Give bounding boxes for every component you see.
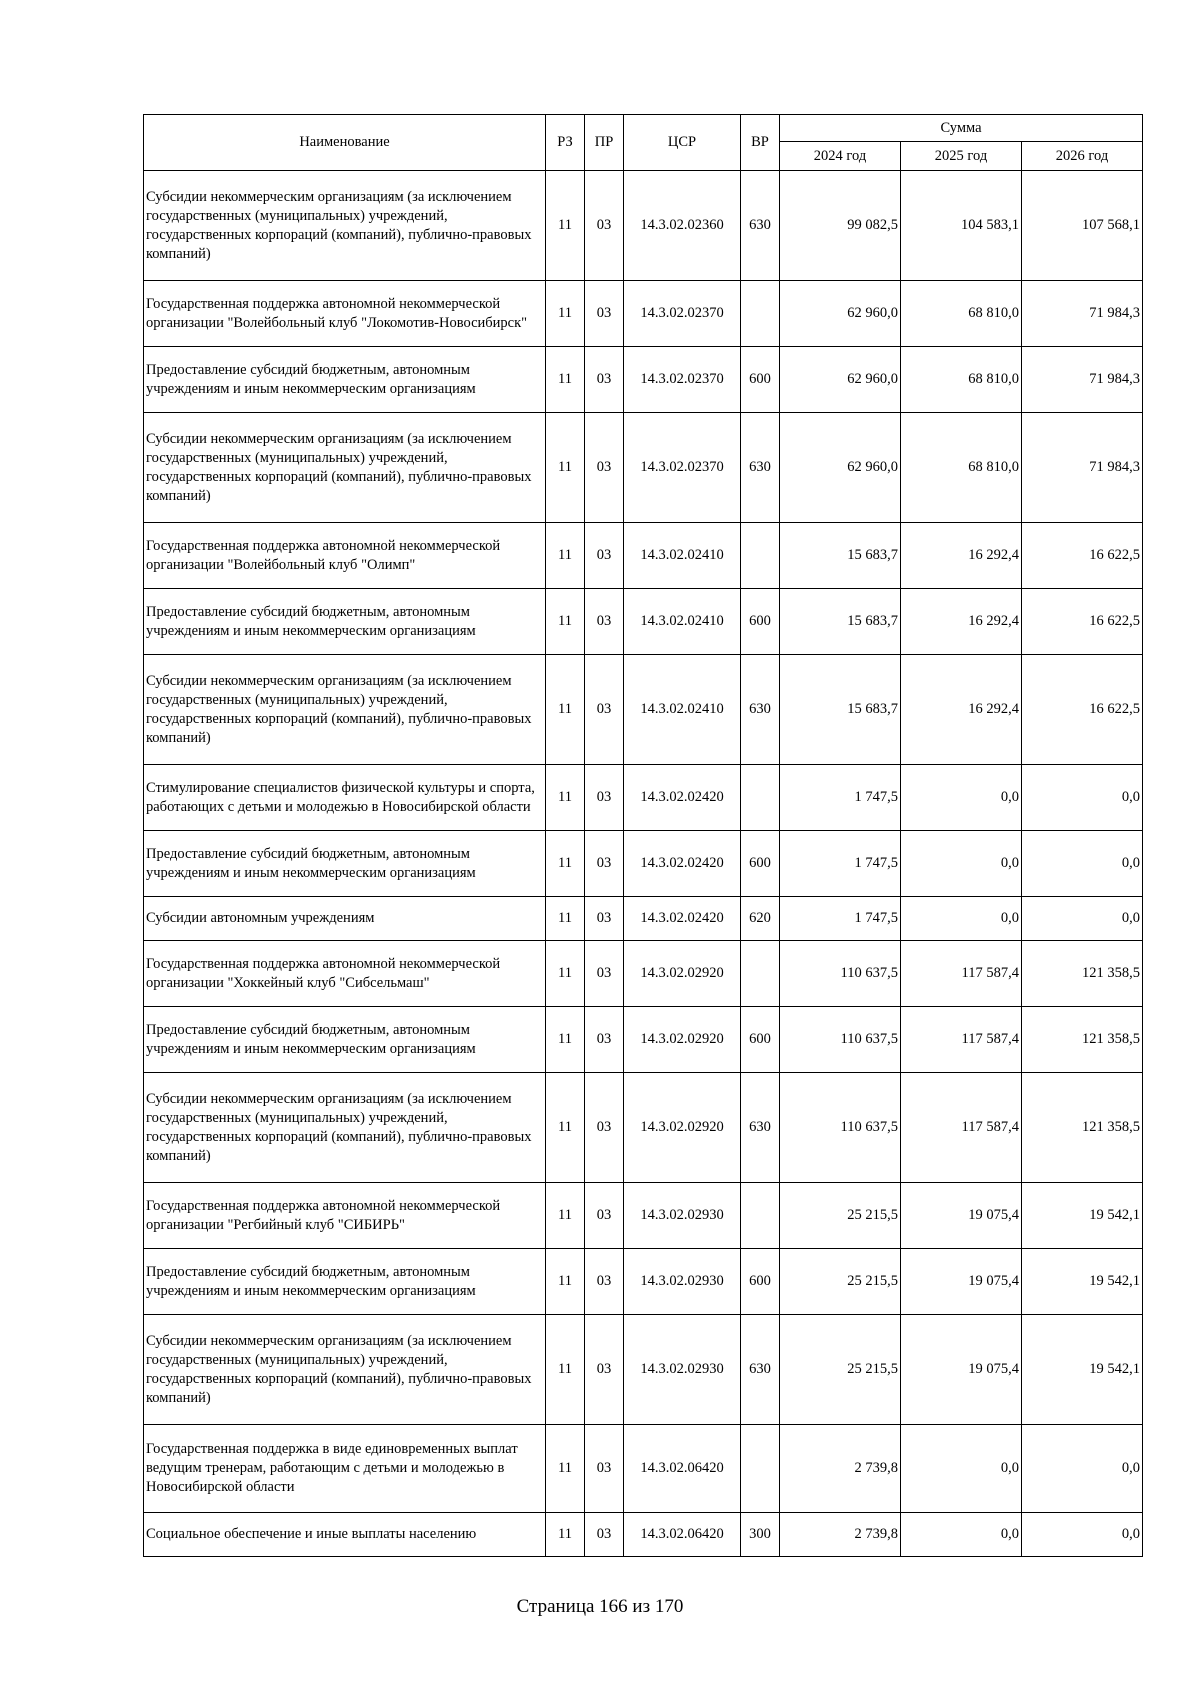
cell-rz: 11 (546, 281, 585, 347)
cell-2025: 0,0 (901, 1425, 1022, 1513)
cell-csr: 14.3.02.02370 (624, 347, 741, 413)
cell-2026: 19 542,1 (1022, 1315, 1143, 1425)
cell-vr: 630 (741, 413, 780, 523)
cell-vr (741, 1183, 780, 1249)
table-row (144, 589, 1143, 655)
cell-rz: 11 (546, 347, 585, 413)
cell-vr: 300 (741, 1513, 780, 1557)
cell-vr (741, 281, 780, 347)
cell-2025: 0,0 (901, 831, 1022, 897)
cell-pr: 03 (585, 1007, 624, 1073)
cell-2025: 68 810,0 (901, 413, 1022, 523)
cell-name: Государственная поддержка автономной некоммерческой организации "Волейбольный клуб "Локомотив-Новосибирск" (144, 281, 546, 347)
cell-2025: 16 292,4 (901, 655, 1022, 765)
cell-rz: 11 (546, 589, 585, 655)
cell-2024: 2 739,8 (780, 1425, 901, 1513)
cell-2024: 110 637,5 (780, 1073, 901, 1183)
cell-pr: 03 (585, 589, 624, 655)
cell-2026: 71 984,3 (1022, 413, 1143, 523)
cell-2026: 0,0 (1022, 831, 1143, 897)
cell-name: Предоставление субсидий бюджетным, автономным учреждениям и иным некоммерческим организациям (144, 347, 546, 413)
cell-vr: 600 (741, 347, 780, 413)
cell-csr: 14.3.02.02370 (624, 413, 741, 523)
cell-2024: 1 747,5 (780, 765, 901, 831)
cell-name: Предоставление субсидий бюджетным, автономным учреждениям и иным некоммерческим организациям (144, 831, 546, 897)
cell-pr: 03 (585, 171, 624, 281)
cell-vr: 600 (741, 1249, 780, 1315)
cell-vr (741, 523, 780, 589)
cell-csr: 14.3.02.02930 (624, 1249, 741, 1315)
cell-2026: 16 622,5 (1022, 589, 1143, 655)
cell-2024: 110 637,5 (780, 1007, 901, 1073)
cell-2025: 117 587,4 (901, 1007, 1022, 1073)
cell-2026: 121 358,5 (1022, 941, 1143, 1007)
cell-csr: 14.3.02.02410 (624, 523, 741, 589)
table-row (144, 1249, 1143, 1315)
cell-name: Стимулирование специалистов физической культуры и спорта, работающих с детьми и молодежью в Новосибирской области (144, 765, 546, 831)
cell-2026: 0,0 (1022, 897, 1143, 941)
cell-rz: 11 (546, 1315, 585, 1425)
cell-rz: 11 (546, 1007, 585, 1073)
cell-name: Субсидии автономным учреждениям (144, 897, 546, 941)
table-body (144, 171, 1143, 1557)
cell-pr: 03 (585, 1249, 624, 1315)
cell-2025: 16 292,4 (901, 589, 1022, 655)
table-row (144, 655, 1143, 765)
cell-csr: 14.3.02.02360 (624, 171, 741, 281)
cell-2025: 0,0 (901, 765, 1022, 831)
cell-2024: 1 747,5 (780, 897, 901, 941)
table-row (144, 1007, 1143, 1073)
cell-2026: 121 358,5 (1022, 1007, 1143, 1073)
cell-rz: 11 (546, 1425, 585, 1513)
cell-vr: 600 (741, 589, 780, 655)
cell-2024: 25 215,5 (780, 1249, 901, 1315)
cell-2025: 68 810,0 (901, 281, 1022, 347)
cell-2026: 71 984,3 (1022, 347, 1143, 413)
cell-2024: 15 683,7 (780, 589, 901, 655)
cell-csr: 14.3.02.02410 (624, 589, 741, 655)
cell-name: Государственная поддержка автономной некоммерческой организации "Хоккейный клуб "Сибсельмаш" (144, 941, 546, 1007)
cell-csr: 14.3.02.06420 (624, 1513, 741, 1557)
cell-rz: 11 (546, 655, 585, 765)
cell-2024: 25 215,5 (780, 1183, 901, 1249)
cell-name: Субсидии некоммерческим организациям (за исключением государственных (муниципальных) учреждений, государственных корпораций (компаний), публично-правовых компаний) (144, 413, 546, 523)
cell-2026: 16 622,5 (1022, 655, 1143, 765)
cell-vr: 620 (741, 897, 780, 941)
cell-rz: 11 (546, 897, 585, 941)
cell-2024: 99 082,5 (780, 171, 901, 281)
cell-2026: 0,0 (1022, 1513, 1143, 1557)
cell-csr: 14.3.02.02370 (624, 281, 741, 347)
cell-2025: 117 587,4 (901, 1073, 1022, 1183)
cell-2026: 19 542,1 (1022, 1183, 1143, 1249)
cell-pr: 03 (585, 831, 624, 897)
cell-rz: 11 (546, 1183, 585, 1249)
cell-2025: 0,0 (901, 897, 1022, 941)
table-row (144, 523, 1143, 589)
cell-rz: 11 (546, 1073, 585, 1183)
cell-csr: 14.3.02.06420 (624, 1425, 741, 1513)
cell-rz: 11 (546, 523, 585, 589)
header-2025: 2025 год (901, 142, 1022, 171)
cell-csr: 14.3.02.02920 (624, 1007, 741, 1073)
cell-pr: 03 (585, 281, 624, 347)
cell-vr: 630 (741, 1315, 780, 1425)
cell-2024: 15 683,7 (780, 523, 901, 589)
cell-2026: 121 358,5 (1022, 1073, 1143, 1183)
cell-pr: 03 (585, 1073, 624, 1183)
table-row (144, 281, 1143, 347)
cell-csr: 14.3.02.02930 (624, 1183, 741, 1249)
cell-csr: 14.3.02.02920 (624, 1073, 741, 1183)
cell-pr: 03 (585, 347, 624, 413)
cell-vr (741, 941, 780, 1007)
cell-name: Государственная поддержка автономной некоммерческой организации "Волейбольный клуб "Олимп" (144, 523, 546, 589)
cell-csr: 14.3.02.02410 (624, 655, 741, 765)
table-row (144, 171, 1143, 281)
cell-2025: 19 075,4 (901, 1315, 1022, 1425)
header-2024: 2024 год (780, 142, 901, 171)
header-2026: 2026 год (1022, 142, 1143, 171)
cell-pr: 03 (585, 897, 624, 941)
cell-2026: 16 622,5 (1022, 523, 1143, 589)
cell-rz: 11 (546, 831, 585, 897)
cell-name: Государственная поддержка автономной некоммерческой организации "Регбийный клуб "СИБИРЬ" (144, 1183, 546, 1249)
cell-pr: 03 (585, 941, 624, 1007)
cell-2025: 68 810,0 (901, 347, 1022, 413)
table-row (144, 897, 1143, 941)
cell-csr: 14.3.02.02930 (624, 1315, 741, 1425)
cell-2024: 62 960,0 (780, 413, 901, 523)
cell-pr: 03 (585, 1315, 624, 1425)
cell-pr: 03 (585, 1513, 624, 1557)
cell-vr: 630 (741, 171, 780, 281)
cell-2025: 0,0 (901, 1513, 1022, 1557)
cell-2026: 19 542,1 (1022, 1249, 1143, 1315)
cell-2024: 2 739,8 (780, 1513, 901, 1557)
header-csr: ЦСР (624, 115, 741, 171)
table-row (144, 1513, 1143, 1557)
cell-rz: 11 (546, 1249, 585, 1315)
budget-table (143, 114, 1143, 1557)
cell-vr (741, 1425, 780, 1513)
cell-2026: 107 568,1 (1022, 171, 1143, 281)
cell-2025: 104 583,1 (901, 171, 1022, 281)
cell-2024: 62 960,0 (780, 281, 901, 347)
cell-vr: 630 (741, 655, 780, 765)
cell-vr (741, 765, 780, 831)
cell-2026: 71 984,3 (1022, 281, 1143, 347)
cell-name: Предоставление субсидий бюджетным, автономным учреждениям и иным некоммерческим организациям (144, 1249, 546, 1315)
cell-2024: 15 683,7 (780, 655, 901, 765)
cell-name: Предоставление субсидий бюджетным, автономным учреждениям и иным некоммерческим организациям (144, 589, 546, 655)
header-vr: ВР (741, 115, 780, 171)
cell-vr: 600 (741, 831, 780, 897)
table-row (144, 1183, 1143, 1249)
cell-name: Субсидии некоммерческим организациям (за исключением государственных (муниципальных) учреждений, государственных корпораций (компаний), публично-правовых компаний) (144, 1073, 546, 1183)
table-row (144, 413, 1143, 523)
table-row (144, 1315, 1143, 1425)
header-name: Наименование (144, 115, 546, 171)
table-row (144, 1425, 1143, 1513)
cell-pr: 03 (585, 523, 624, 589)
cell-name: Государственная поддержка в виде единовременных выплат ведущим тренерам, работающим с детьми и молодежью в Новосибирской области (144, 1425, 546, 1513)
cell-rz: 11 (546, 1513, 585, 1557)
cell-2024: 1 747,5 (780, 831, 901, 897)
cell-2025: 19 075,4 (901, 1183, 1022, 1249)
cell-2024: 62 960,0 (780, 347, 901, 413)
cell-pr: 03 (585, 413, 624, 523)
page-number: Страница 166 из 170 (516, 1596, 684, 1617)
table-row (144, 941, 1143, 1007)
cell-rz: 11 (546, 413, 585, 523)
cell-name: Субсидии некоммерческим организациям (за исключением государственных (муниципальных) учреждений, государственных корпораций (компаний), публично-правовых компаний) (144, 171, 546, 281)
cell-vr: 600 (741, 1007, 780, 1073)
cell-2026: 0,0 (1022, 1425, 1143, 1513)
table-row (144, 1073, 1143, 1183)
cell-name: Предоставление субсидий бюджетным, автономным учреждениям и иным некоммерческим организациям (144, 1007, 546, 1073)
cell-vr: 630 (741, 1073, 780, 1183)
cell-rz: 11 (546, 765, 585, 831)
cell-name: Субсидии некоммерческим организациям (за исключением государственных (муниципальных) учреждений, государственных корпораций (компаний), публично-правовых компаний) (144, 655, 546, 765)
cell-2025: 117 587,4 (901, 941, 1022, 1007)
cell-pr: 03 (585, 655, 624, 765)
cell-rz: 11 (546, 171, 585, 281)
cell-2024: 110 637,5 (780, 941, 901, 1007)
cell-2025: 16 292,4 (901, 523, 1022, 589)
table-row (144, 347, 1143, 413)
header-pr: ПР (585, 115, 624, 171)
header-rz: РЗ (546, 115, 585, 171)
header-sum: Сумма (780, 115, 1143, 142)
table-row (144, 831, 1143, 897)
cell-pr: 03 (585, 1425, 624, 1513)
cell-csr: 14.3.02.02420 (624, 765, 741, 831)
cell-2025: 19 075,4 (901, 1249, 1022, 1315)
cell-csr: 14.3.02.02420 (624, 831, 741, 897)
cell-csr: 14.3.02.02420 (624, 897, 741, 941)
cell-rz: 11 (546, 941, 585, 1007)
cell-pr: 03 (585, 1183, 624, 1249)
cell-2026: 0,0 (1022, 765, 1143, 831)
cell-name: Субсидии некоммерческим организациям (за исключением государственных (муниципальных) учреждений, государственных корпораций (компаний), публично-правовых компаний) (144, 1315, 546, 1425)
cell-2024: 25 215,5 (780, 1315, 901, 1425)
cell-pr: 03 (585, 765, 624, 831)
table-row (144, 765, 1143, 831)
cell-name: Социальное обеспечение и иные выплаты населению (144, 1513, 546, 1557)
cell-csr: 14.3.02.02920 (624, 941, 741, 1007)
